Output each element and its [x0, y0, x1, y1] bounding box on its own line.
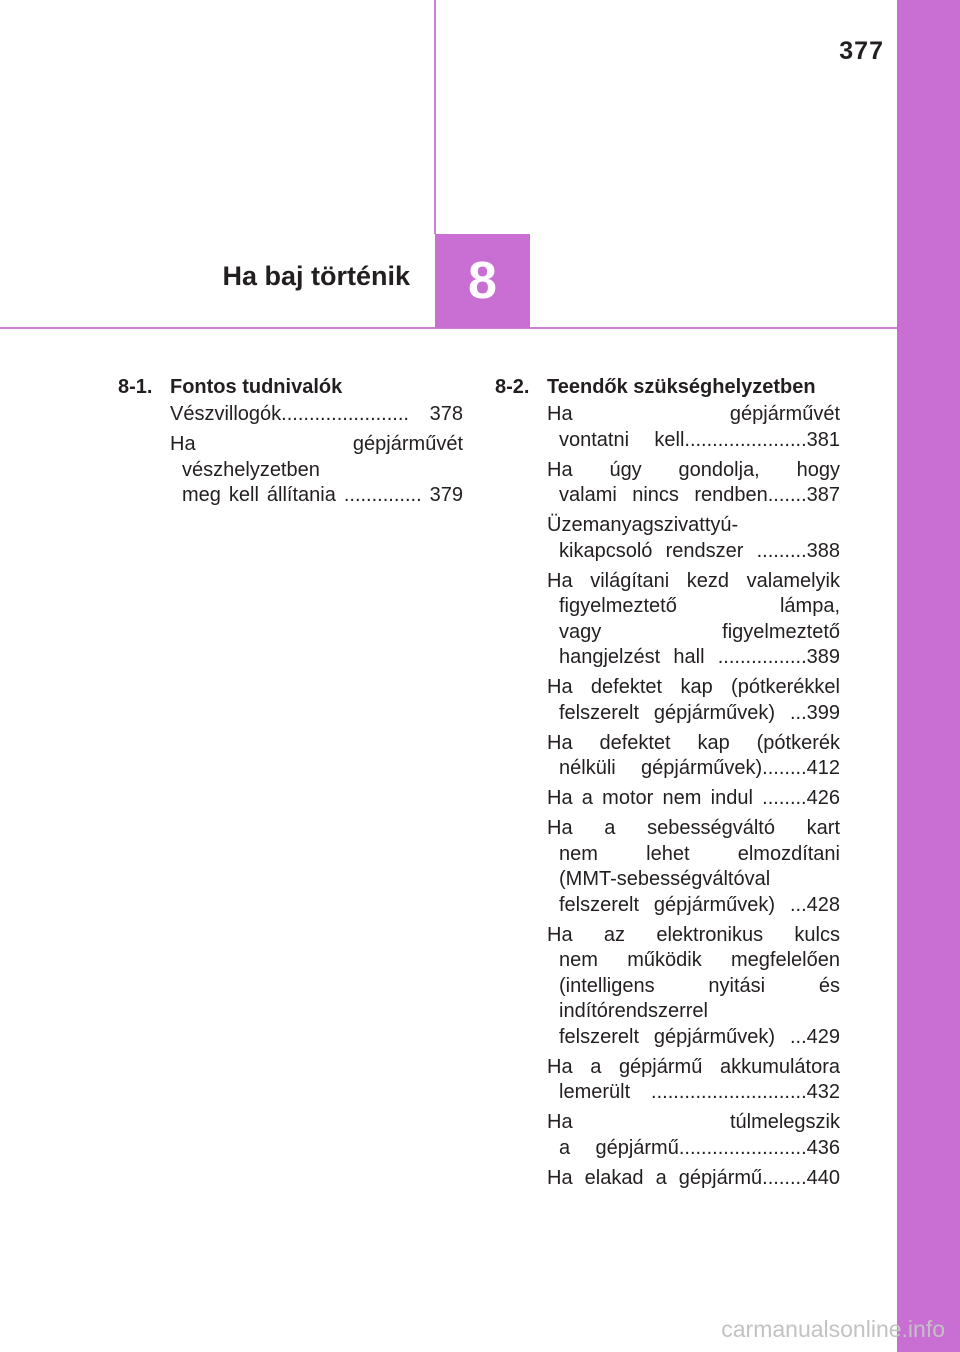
toc-entry-line: Ha elakad a gépjármű........440 [547, 1166, 840, 1189]
header-vertical-rule [434, 0, 436, 234]
toc-section-8-1 [118, 372, 463, 513]
toc-entry[interactable] [170, 402, 463, 428]
section-entries [170, 402, 463, 509]
toc-entry-line: figyelmeztető lámpa, [559, 595, 840, 617]
toc-entry-line: Ha defektet kap (pótkerék [547, 731, 840, 754]
toc-entry[interactable] [547, 786, 840, 812]
toc-entry[interactable] [547, 1055, 840, 1106]
watermark: carmanualsonline.info [721, 1316, 945, 1342]
toc-entry-line: nem lehet elmozdítani [559, 842, 840, 865]
toc-entry[interactable] [547, 923, 840, 1051]
chapter-number-badge [435, 234, 530, 328]
toc-entry-line: Ha a motor nem indul ........426 [547, 787, 840, 809]
toc-entry[interactable] [547, 569, 840, 671]
section-title: Teendők szükséghelyzetben [547, 376, 816, 398]
toc-entry-line: felszerelt gépjárművek) ...428 [559, 893, 840, 916]
toc-entry-line: vontatni kell......................381 [559, 428, 840, 451]
toc-entry-line: vagy figyelmeztető [559, 620, 840, 643]
section-number: 8-2. [495, 376, 530, 398]
toc-entry-line: Ha világítani kezd valamelyik [547, 569, 840, 592]
toc-section-8-2 [495, 372, 840, 1196]
toc-entry-line: Ha defektet kap (pótkerékkel [547, 676, 840, 698]
page-number: 377 [839, 37, 884, 65]
toc-entry[interactable] [547, 402, 840, 453]
toc-entry-line: vészhelyzetben [182, 458, 320, 481]
chapter-side-tab [897, 0, 960, 1352]
toc-entry[interactable] [547, 458, 840, 509]
section-entries [547, 402, 840, 1191]
toc-entry-line: valami nincs rendben.......387 [559, 484, 840, 506]
toc-entry[interactable] [547, 816, 840, 918]
toc-entry[interactable] [547, 1166, 840, 1192]
toc-entry-line: Ha az elektronikus kulcs [547, 923, 840, 946]
toc-entry[interactable] [547, 731, 840, 782]
toc-entry-line: meg kell állítania .............. 379 [182, 484, 463, 506]
toc-entry-line: Üzemanyagszivattyú- [547, 514, 739, 536]
toc-entry[interactable] [547, 675, 840, 726]
toc-entry[interactable] [547, 513, 840, 564]
section-heading [495, 372, 840, 402]
toc-entry-line: Vészvillogók....................... 378 [170, 403, 463, 425]
toc-entry-line: (MMT-sebességváltóval [559, 868, 771, 890]
toc-entry-line: Ha a sebességváltó kart [547, 817, 840, 839]
toc-entry-line: Ha gépjárművét [547, 403, 840, 425]
toc-entry-line: Ha a gépjármű akkumulátora [547, 1055, 840, 1078]
toc-entry[interactable] [547, 1110, 840, 1161]
toc-entry-line: nélküli gépjárművek)........412 [559, 757, 840, 779]
toc-entry-line: (intelligens nyitási és [559, 974, 840, 997]
toc-entry-line: hangjelzést hall ................389 [559, 646, 840, 668]
section-heading [118, 372, 463, 402]
chapter-number: 8 [468, 252, 497, 310]
toc-entry-line: Ha gépjárművét [170, 433, 463, 455]
toc-entry[interactable] [170, 432, 463, 509]
toc-entry-line: lemerült ............................432 [559, 1081, 840, 1103]
section-number: 8-1. [118, 376, 153, 398]
toc-entry-line: Ha úgy gondolja, hogy [547, 458, 840, 481]
toc-entry-line: felszerelt gépjárművek) ...429 [559, 1025, 840, 1048]
toc-entry-line: kikapcsoló rendszer .........388 [559, 539, 840, 562]
chapter-title: Ha baj történik [222, 261, 410, 291]
section-title: Fontos tudnivalók [170, 376, 343, 398]
toc-entry-line: a gépjármű.......................436 [559, 1136, 840, 1159]
toc-entry-line: Ha túlmelegszik [547, 1111, 840, 1133]
toc-entry-line: nem működik megfelelően [559, 949, 840, 971]
toc-entry-line: felszerelt gépjárművek) ...399 [559, 701, 840, 724]
toc-entry-line: indítórendszerrel [559, 1000, 708, 1022]
